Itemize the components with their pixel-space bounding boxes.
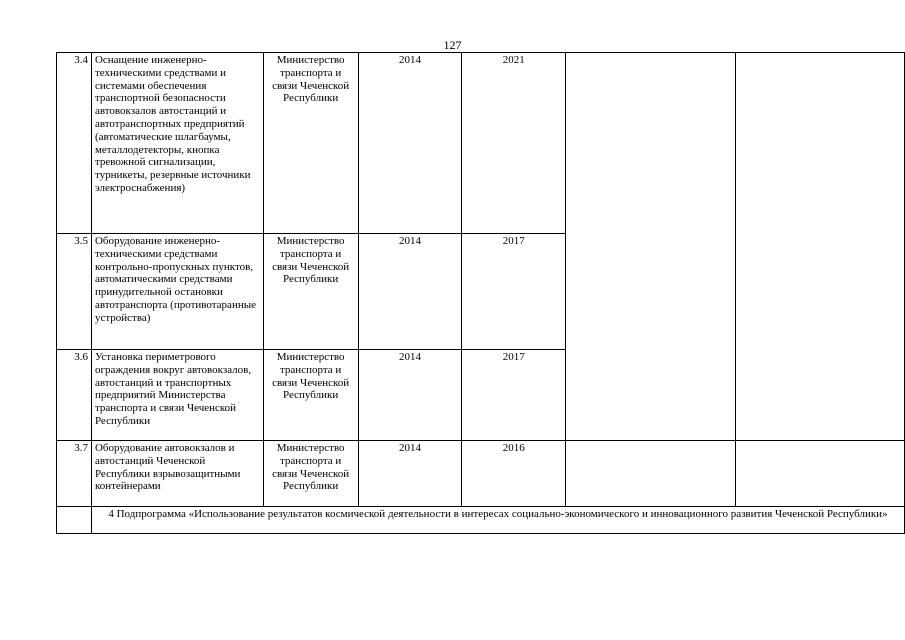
- empty-cell: [735, 441, 905, 507]
- executor: Министерство транспорта и связи Чеченской Республики: [263, 53, 358, 234]
- merged-empty-cell: [566, 53, 735, 441]
- empty-cell: [566, 441, 735, 507]
- start-year: 2014: [358, 350, 462, 441]
- row-number: 3.5: [57, 234, 92, 350]
- measure-name: Оборудование инженерно-техническими средствами контрольно-пропускных пунктов, автоматическими средствами принудительной остановки автотранспорта (противотаранные устройства): [91, 234, 263, 350]
- executor: Министерство транспорта и связи Чеченской Республики: [263, 234, 358, 350]
- row-number: 3.6: [57, 350, 92, 441]
- program-table: [56, 52, 905, 534]
- measure-name: Оборудование автовокзалов и автостанций Чеченской Республики взрывозащитными контейнерами: [91, 441, 263, 507]
- start-year: 2014: [358, 234, 462, 350]
- end-year: 2021: [462, 53, 566, 234]
- start-year: 2014: [358, 53, 462, 234]
- end-year: 2017: [462, 350, 566, 441]
- end-year: 2016: [462, 441, 566, 507]
- row-number: 3.7: [57, 441, 92, 507]
- measure-name: Установка периметрового ограждения вокруг автовокзалов, автостанций и транспортных предприятий Министерства транспорта и связи Чеченской Республики: [91, 350, 263, 441]
- empty-cell: [57, 507, 92, 534]
- measure-name: Оснащение инженерно-техническими средствами и системами обеспечения транспортной безопасности автовокзалов автостанций и автотранспортных предприятий (автоматические шлагбаумы, металлодетекторы, кнопка тревожной сигнализации, турникеты, резервные источники электроснабжения): [91, 53, 263, 234]
- end-year: 2017: [462, 234, 566, 350]
- subprogram-title: 4 Подпрограмма «Использование результатов космической деятельности в интересах социально-экономического и инновационного развития Чеченской Республики»: [91, 507, 904, 534]
- row-number: 3.4: [57, 53, 92, 234]
- table-row: [57, 53, 905, 234]
- merged-empty-cell: [735, 53, 905, 441]
- start-year: 2014: [358, 441, 462, 507]
- executor: Министерство транспорта и связи Чеченской Республики: [263, 441, 358, 507]
- subprogram-row: [57, 507, 905, 534]
- table-row: [57, 441, 905, 507]
- executor: Министерство транспорта и связи Чеченской Республики: [263, 350, 358, 441]
- page-number: 127: [443, 38, 462, 52]
